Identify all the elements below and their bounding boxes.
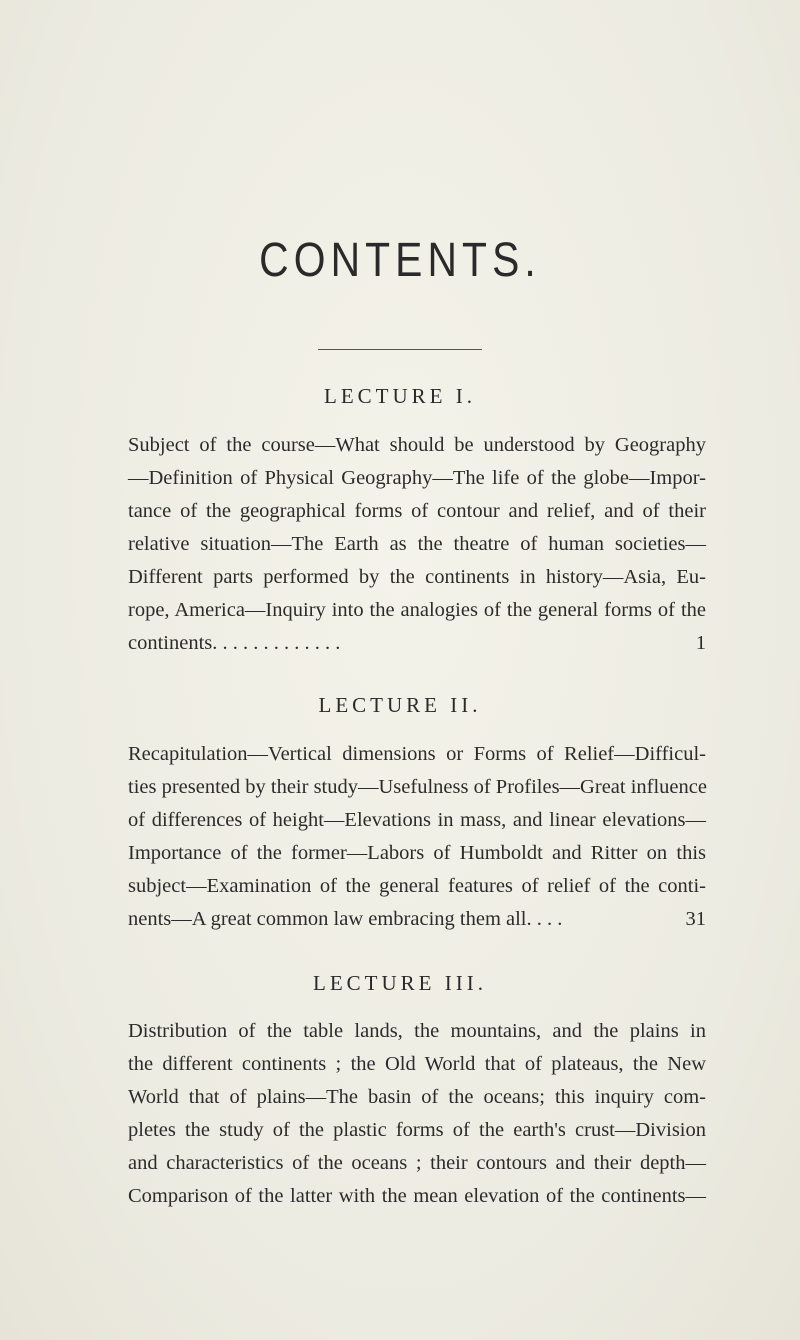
- title-divider: [318, 349, 482, 350]
- text-line: —Definition of Physical Geography—The life of the globe—Impor-: [128, 467, 706, 489]
- text-line: subject—Examination of the general features of relief of the conti-: [128, 875, 706, 897]
- text-line: of differences of height—Elevations in mass, and linear elevations—: [128, 809, 706, 831]
- page-number: 31: [685, 908, 706, 930]
- lecture-3-summary: [128, 1015, 706, 1213]
- text-line: Distribution of the table lands, the mountains, and the plains in: [128, 1020, 706, 1042]
- text-line-with-page: [128, 903, 706, 936]
- text-line: Subject of the course—What should be understood by Geography: [128, 434, 706, 456]
- text-line: continents. . . . . . . . . . . . .: [128, 632, 341, 654]
- page-title: CONTENTS.: [259, 234, 541, 287]
- lecture-1-heading: LECTURE I.: [324, 384, 476, 408]
- text-line: the different continents ; the Old World that of plateaus, the New: [128, 1053, 706, 1075]
- text-line-with-page: [128, 627, 706, 660]
- lecture-2-summary: [128, 738, 706, 936]
- page-number: 1: [695, 632, 706, 654]
- text-line: pletes the study of the plastic forms of the earth's crust—Division: [128, 1119, 706, 1141]
- text-line: Importance of the former—Labors of Humboldt and Ritter on this: [128, 842, 706, 864]
- text-line: nents—A great common law embracing them all. . . .: [128, 908, 563, 930]
- text-line: World that of plains—The basin of the oceans; this inquiry com-: [128, 1086, 706, 1108]
- lecture-2-heading: LECTURE II.: [318, 693, 482, 717]
- text-line: rope, America—Inquiry into the analogies of the general forms of the: [128, 599, 706, 621]
- lecture-1-summary: [128, 429, 706, 660]
- text-line: relative situation—The Earth as the theatre of human societies—: [128, 533, 706, 555]
- text-line: Comparison of the latter with the mean elevation of the continents—: [128, 1185, 706, 1207]
- lecture-3-heading: LECTURE III.: [313, 971, 487, 995]
- text-line: Recapitulation—Vertical dimensions or Forms of Relief—Difficul-: [128, 743, 706, 765]
- text-line: and characteristics of the oceans ; their contours and their depth—: [128, 1152, 706, 1174]
- text-line: Different parts performed by the continents in history—Asia, Eu-: [128, 566, 706, 588]
- text-line: tance of the geographical forms of contour and relief, and of their: [128, 500, 706, 522]
- text-line: ties presented by their study—Usefulness of Profiles—Great influence: [128, 776, 707, 798]
